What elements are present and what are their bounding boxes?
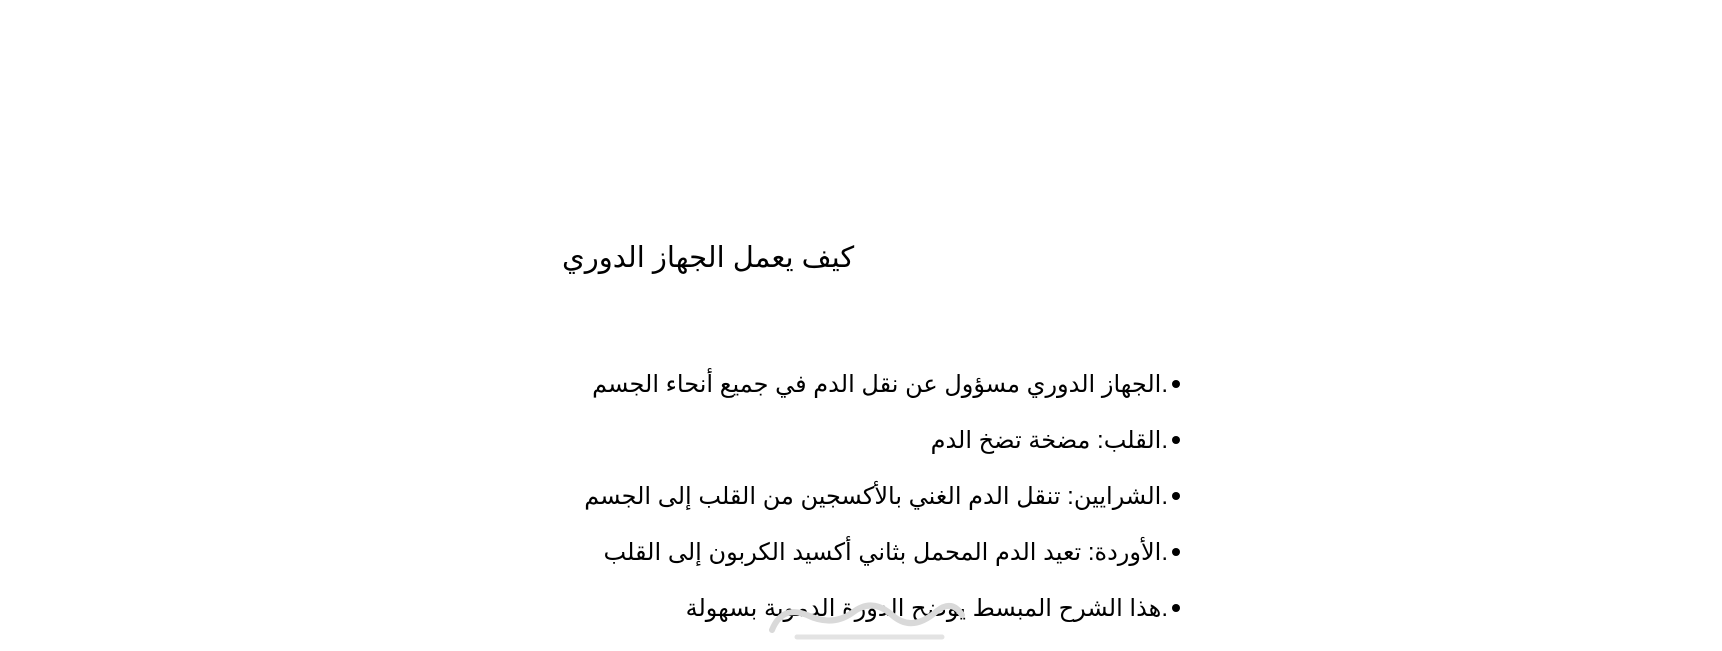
bullet-dot-icon xyxy=(1172,548,1180,556)
bullet-dot-icon xyxy=(1172,380,1180,388)
bullet-dot-icon xyxy=(1172,492,1180,500)
bullet-item xyxy=(584,356,1180,412)
bullet-item xyxy=(584,580,1180,636)
bullet-item xyxy=(584,524,1180,580)
bullet-item xyxy=(584,412,1180,468)
bullet-text: .هذا الشرح المبسط يوضح الدورة الدموية بسهولة xyxy=(685,594,1168,622)
bullet-item xyxy=(584,468,1180,524)
bullet-text: .الشرايين: تنقل الدم الغني بالأكسجين من القلب إلى الجسم xyxy=(584,482,1168,510)
bullet-text: .الجهاز الدوري مسؤول عن نقل الدم في جميع أنحاء الجسم xyxy=(592,370,1168,398)
bullet-dot-icon xyxy=(1172,436,1180,444)
bullet-dot-icon xyxy=(1172,604,1180,612)
bullet-text: .القلب: مضخة تضخ الدم xyxy=(930,426,1168,454)
bullet-text: .الأوردة: تعيد الدم المحمل بثاني أكسيد الكربون إلى القلب xyxy=(603,538,1168,566)
slide-title xyxy=(562,240,862,276)
bullet-list xyxy=(584,356,1180,636)
slide-title-text: كيف يعمل الجهاز الدوري xyxy=(562,242,855,274)
